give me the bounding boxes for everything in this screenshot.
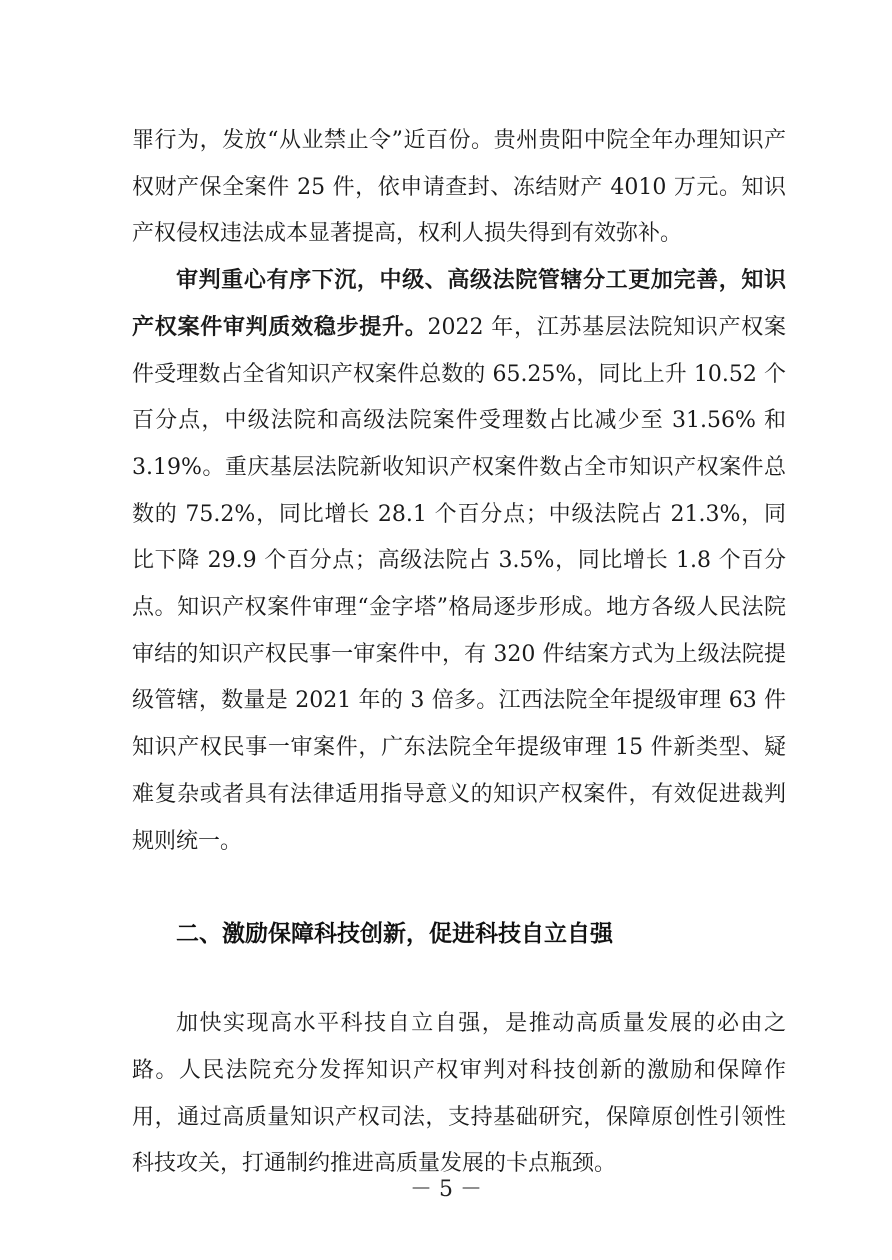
paragraph-lead-sentence: 审判重心有序下沉，中级、高级法院管辖分工更加完善，知识产权案件审判质效稳步提升。 (132, 268, 786, 340)
paragraph-body-text: 2022 年，江苏基层法院知识产权案件受理数占全省知识产权案件总数的 65.25%，同比上升 10.52 个百分点，中级法院和高级法院案件受理数占比减少至 31.56% 和 3.19%。重庆基层法院新收知识产权案件数占全市知识产权案件总数的 75.2%，同比增长 28.1 个百分点；中级法院占 21.3%，同比下降 29.9 个百分点；高级法院占 3.5%，同比增长 1.8 个百分点。知识产权案件审理“金字塔”格局逐步形成。地方各级人民法院审结的知识产权民事一审案件中，有 320 件结案方式为上级法院提级管辖，数量是 2021 年的 3 倍多。江西法院全年提级审理 63 件知识产权民事一审案件，广东法院全年提级审理 15 件新类型、疑难复杂或者具有法律适用指导意义的知识产权案件，有效促进裁判规则统一。 (132, 314, 786, 854)
paragraph-tech-innovation: 加快实现高水平科技自立自强，是推动高质量发展的必由之路。人民法院充分发挥知识产权审判对科技创新的激励和保障作用，通过高质量知识产权司法，支持基础研究，保障原创性引领性科技攻关，打通制约推进高质量发展的卡点瓶颈。 (132, 1011, 786, 1177)
document-body (132, 118, 786, 1188)
page-number: － 5 － (410, 1177, 482, 1202)
section-heading: 二、激励保障科技创新，促进科技自立自强 (176, 921, 613, 948)
paragraph-continuation: 罪行为，发放“从业禁止令”近百份。贵州贵阳中院全年办理知识产权财产保全案件 25 件，依申请查封、冻结财产 4010 万元。知识产权侵权违法成本显著提高，权利人损失得到有效弥补。 (132, 128, 786, 247)
paragraph-trial-focus (132, 258, 786, 865)
